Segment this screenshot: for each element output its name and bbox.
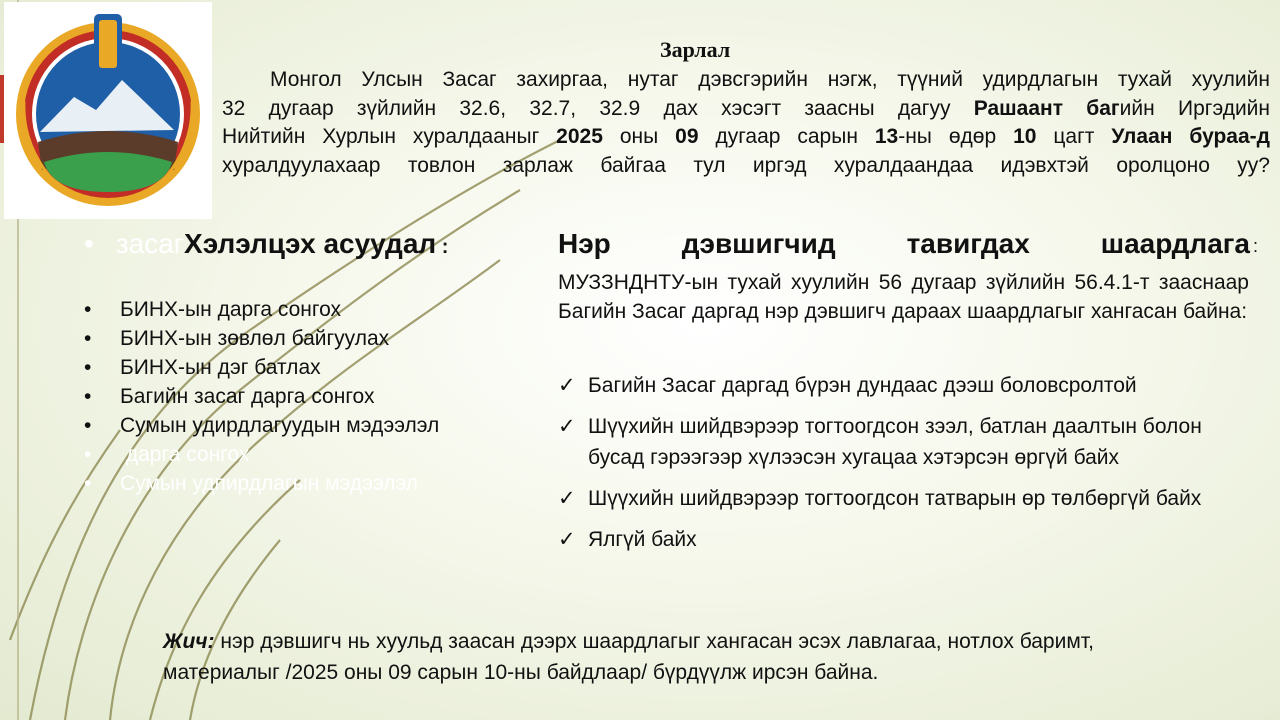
agenda-list [84,295,439,498]
announcement-text [222,66,1270,180]
ghost-list-item: • Сумын удпирдлагын мэдээлэл [84,472,419,495]
list-item: • Багийн засаг дарга сонгох [84,385,375,408]
requirements-heading-text: Нэр дэвшигчид тавигдах шаардлага [558,228,1250,259]
ghost-list-item: • дарга сонгох [84,443,250,466]
footnote [163,626,1163,688]
ghost-bullet: • [84,228,94,259]
requirements-heading-colon: : [1252,236,1258,256]
list-item: ✓ Шүүхийн шийдвэрээр тогтоогдсон татварын өр төлбөргүй байх [558,483,1248,514]
page-title: Зарлал [660,37,731,62]
list-item: ✓ Шүүхийн шийдвэрээр тогтоогдсон зээл, батлан даалтын болон бусад гэрээгээр хүлээсэн хугацаа хэтэрсэн өргүй байх [558,411,1248,473]
intro-line: 32 дугаар зүйлийн 32.6, 32.7, 32.9 дах хэсэгт заасны дагуу Рашаант багийн Иргэдийн [222,96,1271,120]
requirements-list [558,370,1248,565]
emblem-icon [4,2,212,219]
intro-line: Монгол Улсын Засаг захиргаа, нутаг дэвсгэрийн нэгж, түүний удирдлагын тухай хуулийн [270,68,1270,91]
check-icon: ✓ [558,528,576,551]
check-icon: ✓ [558,487,576,510]
agenda-heading [84,228,448,260]
intro-line: Нийтийн Хурлын хуралдааныг 2025 оны 09 дугаар сарын 13-ны өдөр 10 цагт Улаан бураа-д [222,125,1270,148]
list-item: • БИНХ-ын дарга сонгох [84,298,342,321]
check-icon: ✓ [558,415,576,438]
list-item: • БИНХ-ын дэг батлах [84,356,321,379]
ghost-text: засаг [115,228,185,259]
emblem-logo [4,2,212,219]
agenda-heading-text: Хэлэлцэх асуудал [184,228,437,259]
list-item: • Сумын удирдлагуудын мэдээлэл [84,414,440,437]
list-item: • БИНХ-ын зөвлөл байгуулах [84,327,390,350]
requirements-intro: МУЗЗНДНТУ-ын тухай хуулийн 56 дугаар зүйлийн 56.4.1-т зааснаар Багийн Засаг даргад нэр дэвшигч дараах шаардлагыг хангасан байна: [558,271,1249,323]
check-icon: ✓ [558,374,576,397]
list-item: ✓ Ялгүй байх [558,524,1248,555]
requirements-heading [558,228,1258,260]
footnote-label: Жич: [163,630,215,653]
intro-line: хуралдуулахаар товлон зарлаж байгаа тул иргэд хуралдаандаа идэвхтэй оролцоно уу? [222,153,1270,177]
footnote-text: нэр дэвшигч нь хуульд заасан дээрх шаардлагыг хангасан эсэх лавлагаа, нотлох баримт, материалыг /2025 оны 09 сарын 10-ны байдлаар/ бүрдүүлж ирсэн байна. [163,630,1094,684]
list-item: ✓ Багийн Засаг даргад бүрэн дундаас дээш боловсролтой [558,370,1248,401]
agenda-heading-colon: : [436,236,449,258]
